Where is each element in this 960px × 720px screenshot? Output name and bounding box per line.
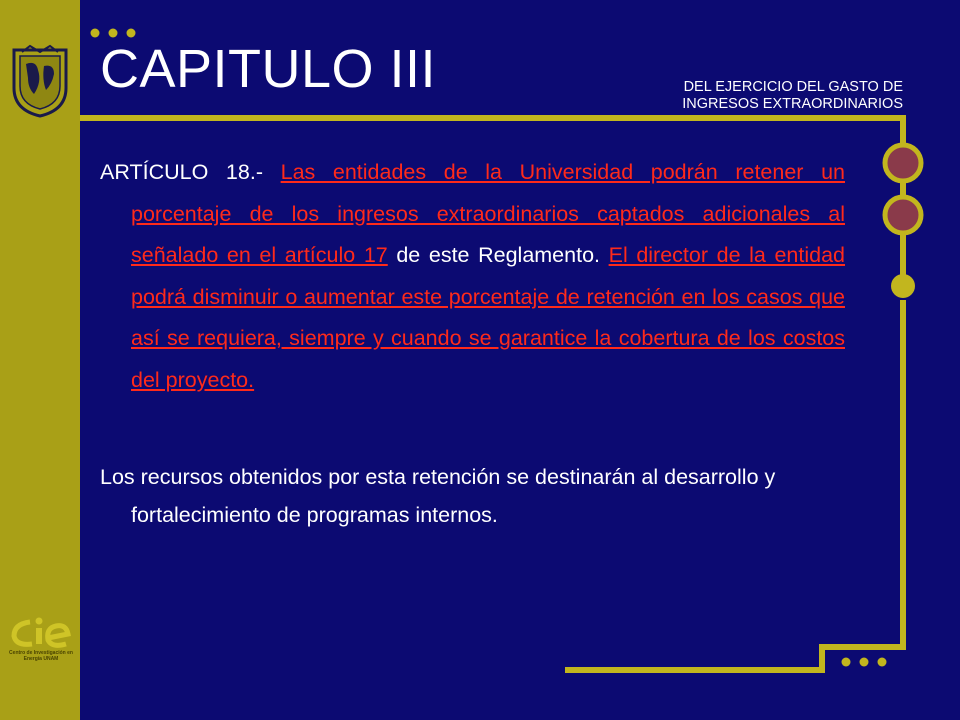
circle-ornament-3 [891, 274, 915, 298]
subtitle-line-2: INGRESOS EXTRAORDINARIOS [682, 96, 903, 112]
article-highlight-1: Las entidades de la Universidad podrán retener un porcentaje de los ingresos extraordinarios captados adicionales al señalado en el artículo 17 [131, 160, 845, 267]
circle-ornament-1 [885, 145, 921, 181]
cie-logo-icon [8, 612, 74, 652]
subtitle-line-1: DEL EJERCICIO DEL GASTO DE [683, 79, 903, 95]
article-label: ARTÍCULO 18.- [100, 160, 281, 184]
circle-ornament-2 [885, 197, 921, 233]
article-highlight-2: El director de la entidad podrá disminuir o aumentar este porcentaje de retención en los casos que así se requiera, siempre y cuando se garantice la cobertura de los costos del proyecto. [131, 243, 846, 392]
bottom-dots-icon [842, 658, 887, 667]
resources-paragraph: Los recursos obtenidos por esta retención se destinarán al desarrollo y fortalecimiento de programas internos. [100, 465, 776, 527]
unam-crest-icon [8, 44, 72, 118]
slide-subtitle [620, 79, 903, 113]
article-18-paragraph [100, 152, 845, 401]
article-plain-text: de este Reglamento. [387, 243, 609, 267]
slide-title: CAPITULO III [100, 39, 437, 99]
top-dots-icon [91, 29, 136, 38]
cie-logo-caption: Centro de Investigación en Energía UNAM [9, 650, 73, 662]
